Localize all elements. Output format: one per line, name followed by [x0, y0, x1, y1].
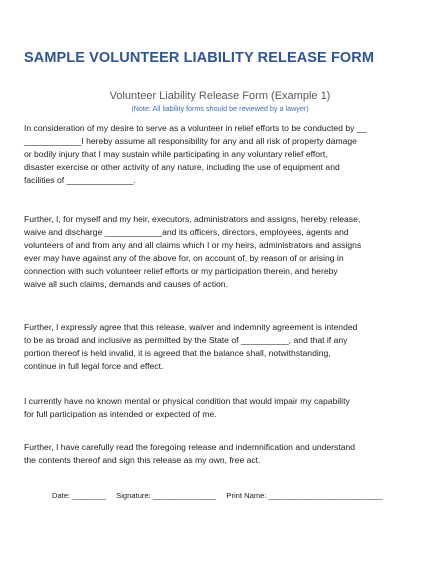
paragraph-consideration — [24, 122, 404, 187]
text-line: the contents thereof and sign this release as my own, free act. — [24, 455, 261, 465]
date-field[interactable]: Date: ________ — [52, 491, 107, 500]
form-subtitle: Volunteer Liability Release Form (Example 1) — [109, 90, 331, 102]
text-line: ever may have against any of the above for, on account of, by reason of or arising in — [24, 253, 344, 263]
text-line: waive and discharge ____________and its officers, directors, employees, agents and — [24, 227, 349, 237]
signature-field[interactable]: Signature: _______________ — [116, 491, 217, 500]
text-line: Further, I have carefully read the foregoing release and indemnification and understand — [24, 442, 356, 452]
text-line: waive all such claims, demands and causes of action. — [24, 279, 228, 289]
text-line: for full participation as intended or expected of me. — [24, 409, 217, 419]
text-line: volunteers of and from any and all claims which I or my heirs, administrators and assigns — [24, 240, 362, 250]
paragraph-condition — [24, 395, 404, 421]
lawyer-note: (Note: All liability forms should be reviewed by a lawyer) — [131, 104, 309, 113]
text-line: I currently have no known mental or physical condition that would impair my capability — [24, 396, 350, 406]
text-line: or bodily injury that I may sustain while participating in any voluntary relief effort, — [24, 149, 328, 159]
text-line: Further, I, for myself and my heir, executors, administrators and assigns, hereby release, — [24, 214, 361, 224]
text-line: ____________I hereby assume all responsibility for any and all risk of property damage — [24, 136, 357, 146]
text-line: facilities of ______________. — [24, 175, 136, 185]
page-title: SAMPLE VOLUNTEER LIABILITY RELEASE FORM — [24, 50, 375, 66]
signature-block — [52, 491, 391, 500]
text-line: disaster exercise or other activity of any nature, including the use of equipment and — [24, 162, 340, 172]
text-line: Further, I expressly agree that this release, waiver and indemnity agreement is intended — [24, 322, 358, 332]
text-line: continue in full legal force and effect. — [24, 361, 164, 371]
text-line: In consideration of my desire to serve as a volunteer in relief efforts to be conducted by __ — [24, 123, 367, 133]
text-line: connection with such volunteer relief efforts or my participation therein, and hereby — [24, 266, 338, 276]
print-name-field[interactable]: Print Name: ___________________________ — [226, 491, 383, 500]
paragraph-indemnity — [24, 321, 404, 373]
paragraph-release — [24, 213, 404, 291]
paragraph-acknowledgement — [24, 441, 404, 467]
text-line: portion thereof is held invalid, it is agreed that the balance shall, notwithstanding, — [24, 348, 331, 358]
text-line: to be as broad and inclusive as permitted by the State of __________, and that if any — [24, 335, 348, 345]
